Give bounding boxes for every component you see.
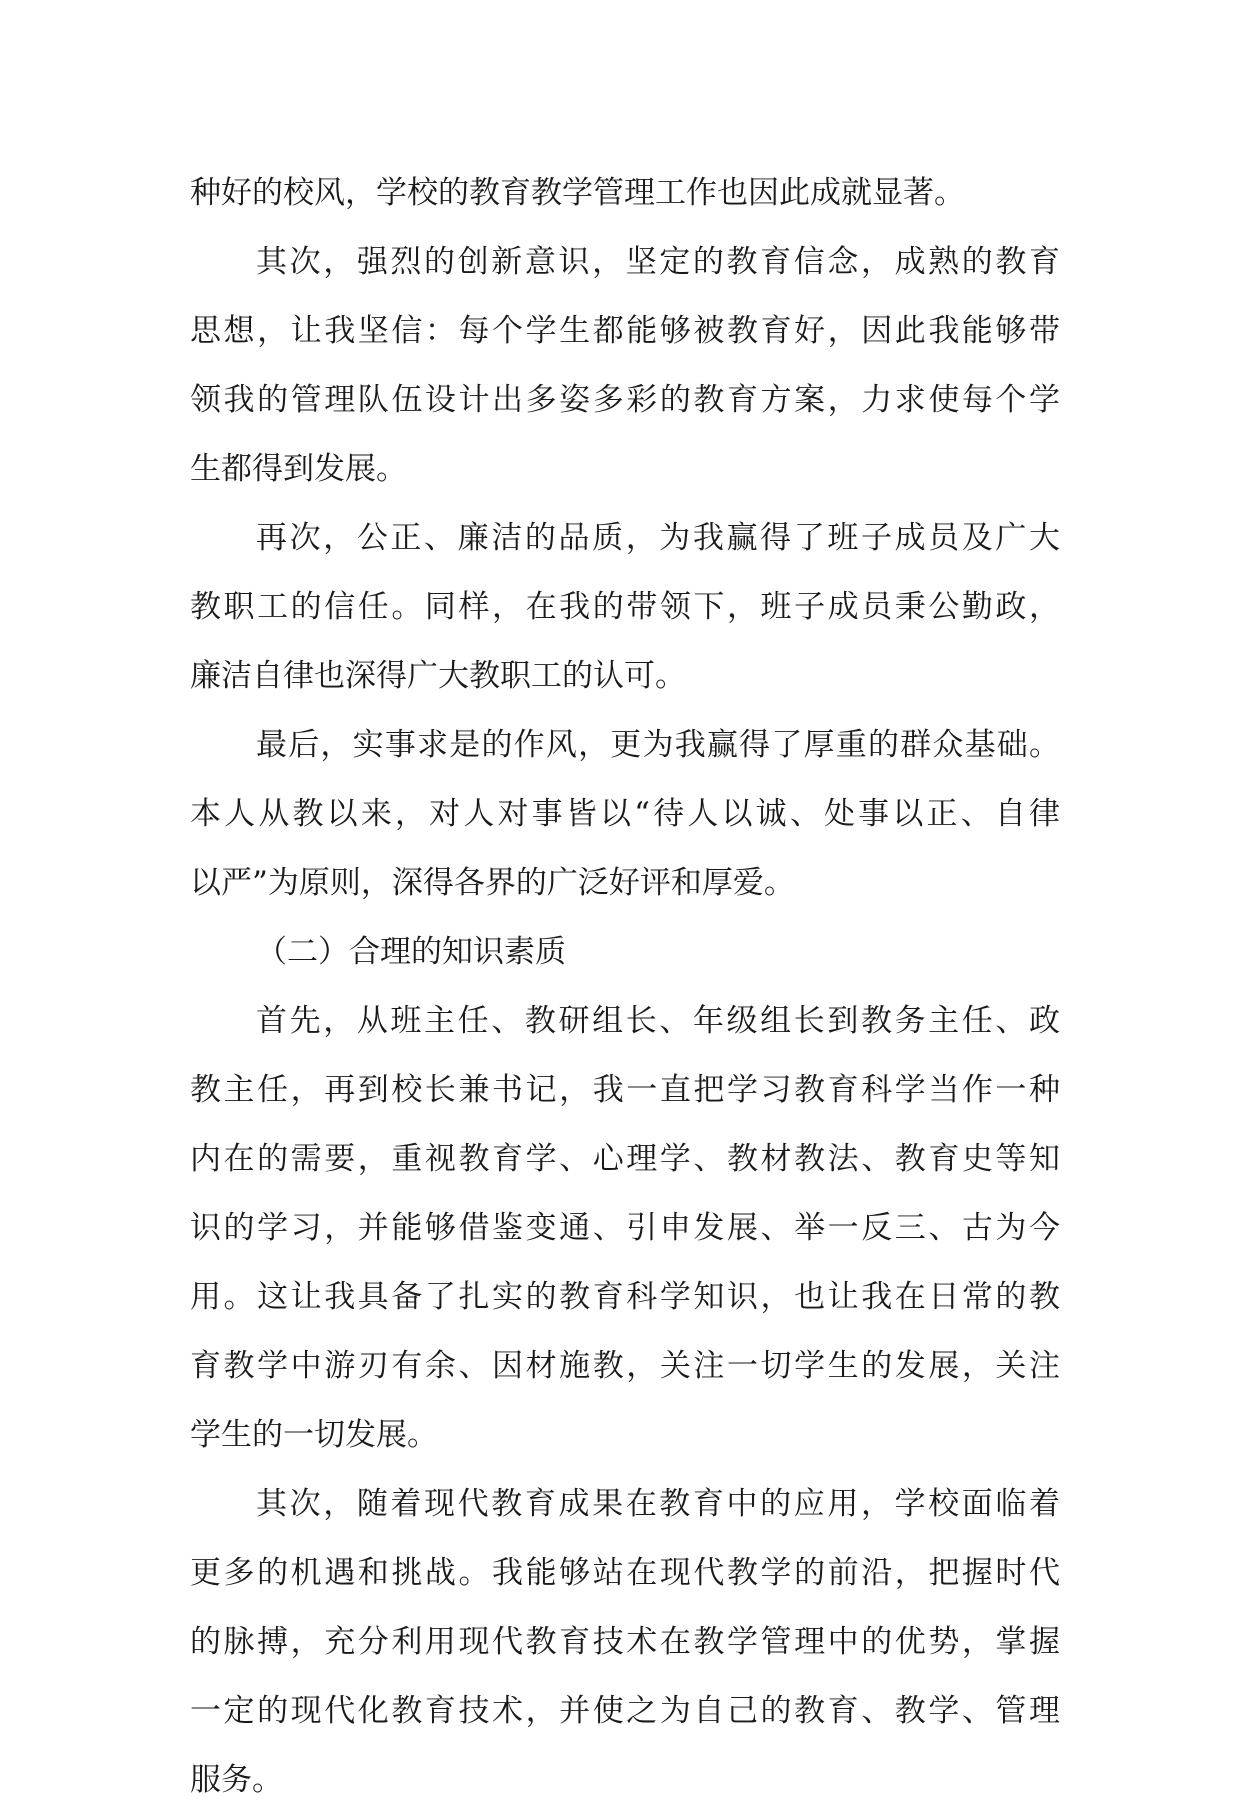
body-text: [190, 155, 1060, 1811]
text-line: 一定的现代化教育技术，并使之为自己的教育、教学、管理: [190, 1693, 1060, 1729]
paragraph-first-line: 最后，实事求是的作风，更为我赢得了厚重的群众基础。: [256, 727, 1060, 763]
text-line: 服务。: [190, 1762, 283, 1798]
text-line: 教主任，再到校长兼书记，我一直把学习教育科学当作一种: [190, 1072, 1060, 1108]
text-line: 的脉搏，充分利用现代教育技术在教学管理中的优势，掌握: [190, 1624, 1060, 1660]
text-line: 内在的需要，重视教育学、心理学、教材教法、教育史等知: [190, 1141, 1060, 1177]
section-heading: （二）合理的知识素质: [256, 934, 566, 970]
text-line: 用。这让我具备了扎实的教育科学知识，也让我在日常的教: [190, 1279, 1060, 1315]
text-line: 领我的管理队伍设计出多姿多彩的教育方案，力求使每个学: [190, 382, 1060, 418]
text-line: 学生的一切发展。: [190, 1417, 438, 1453]
paragraph-first-line: 再次，公正、廉洁的品质，为我赢得了班子成员及广大: [256, 520, 1060, 556]
text-line: 本人从教以来，对人对事皆以“待人以诚、处事以正、自律: [190, 796, 1060, 832]
text-line: 种好的校风，学校的教育教学管理工作也因此成就显著。: [190, 175, 965, 211]
text-line: 教职工的信任。同样，在我的带领下，班子成员秉公勤政，: [190, 589, 1060, 625]
paragraph-first-line: 其次，随着现代教育成果在教育中的应用，学校面临着: [256, 1486, 1060, 1522]
text-line: 廉洁自律也深得广大教职工的认可。: [190, 658, 686, 694]
paragraph-first-line: 其次，强烈的创新意识，坚定的教育信念，成熟的教育: [256, 244, 1060, 280]
text-line: 思想，让我坚信：每个学生都能够被教育好，因此我能够带: [190, 313, 1060, 349]
text-line: 识的学习，并能够借鉴变通、引申发展、举一反三、古为今: [190, 1210, 1060, 1246]
text-line: 育教学中游刃有余、因材施教，关注一切学生的发展，关注: [190, 1348, 1060, 1384]
text-line: 生都得到发展。: [190, 451, 407, 487]
text-line: 以严”为原则，深得各界的广泛好评和厚爱。: [190, 865, 795, 901]
text-line: 更多的机遇和挑战。我能够站在现代教学的前沿，把握时代: [190, 1555, 1060, 1591]
paragraph-first-line: 首先，从班主任、教研组长、年级组长到教务主任、政: [256, 1003, 1060, 1039]
